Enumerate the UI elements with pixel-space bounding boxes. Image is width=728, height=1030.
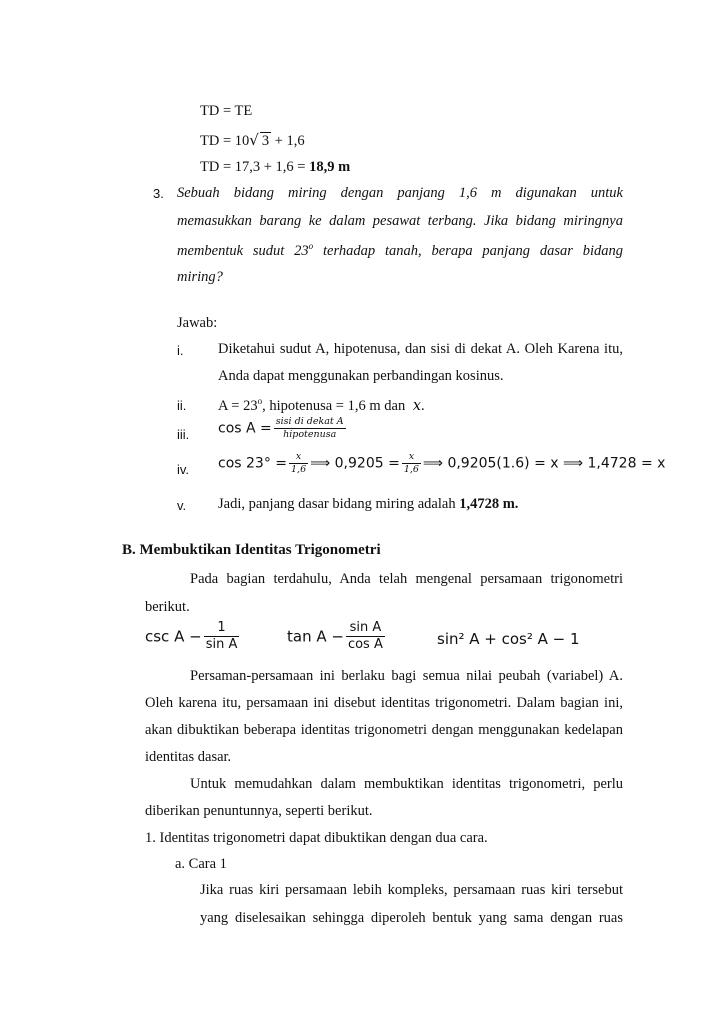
step-ii-line	[218, 396, 425, 415]
section-b-p2-line-3: akan dibuktikan beberapa identitas trigonometri dengan menggunakan kedelapan	[145, 722, 623, 738]
list-item-a: a. Cara 1	[175, 856, 227, 872]
step-iv-number: iv.	[177, 462, 190, 477]
section-b-p2-line-2: Oleh karena itu, persamaan ini disebut identitas trigonometri. Dalam bagian ini,	[145, 695, 623, 711]
sqrt-radicand: 3	[261, 133, 270, 149]
step-ii-end: .	[421, 397, 425, 414]
question-3-line-1: Sebuah bidang miring dengan panjang 1,6 m digunakan untuk	[177, 185, 623, 201]
step-ii-var: x	[412, 397, 422, 414]
td-sqrt-suffix: + 1,6	[271, 133, 305, 149]
section-b-heading: B. Membuktikan Identitas Trigonometri	[122, 542, 381, 558]
step-ii-degree: o	[257, 396, 263, 406]
sqrt-sign: √	[249, 131, 259, 149]
step-iv-fraction-1	[289, 451, 308, 476]
identity-csc-fraction	[204, 620, 240, 653]
step-iv-x1: x	[289, 451, 308, 464]
answer-label: Jawab:	[177, 315, 218, 331]
step-v-result: 1,4728 m.	[459, 496, 519, 512]
section-b-p3-line-1: Untuk memudahkan dalam membuktikan identitas trigonometri, perlu	[190, 776, 623, 792]
td-result-prefix: TD = 17,3 + 1,6 =	[200, 159, 310, 175]
td-sqrt-prefix: TD = 10	[200, 133, 250, 149]
step-iv-formula	[218, 451, 665, 476]
step-iv-fraction-2	[402, 451, 421, 476]
td-te-line: TD = TE	[200, 103, 253, 119]
cara1-line-2: yang diselesaikan sehingga diperoleh bentuk yang sama dengan ruas	[200, 910, 623, 926]
identity-csc	[145, 620, 241, 653]
td-result-value: 18,9 m	[309, 159, 351, 175]
section-b-p1-line-1: Pada bagian terdahulu, Anda telah mengenal persamaan trigonometri	[190, 571, 623, 587]
section-b-p2-line-1: Persaman-persamaan ini berlaku bagi semua nilai peubah (variabel) A.	[190, 668, 623, 684]
step-ii-number: ii.	[177, 398, 187, 413]
step-ii-b: , hipotenusa = 1,6 m dan	[262, 397, 406, 414]
td-result-line	[200, 159, 350, 176]
cara1-line-1: Jika ruas kiri persamaan lebih kompleks, persamaan ruas kiri tersebut	[200, 882, 623, 898]
identity-pythagorean: sin² A + cos² A − 1	[437, 630, 580, 648]
degree-sup: o	[308, 241, 314, 251]
step-i-line-2: Anda dapat menggunakan perbandingan kosinus.	[218, 368, 504, 384]
identity-tan-numerator: sin A	[346, 620, 385, 637]
question-3-line-3	[177, 241, 623, 260]
step-iv-arrow1: ⟹ 0,9205 =	[310, 455, 400, 472]
section-b-p2-line-4: identitas dasar.	[145, 749, 232, 765]
step-v-number: v.	[177, 498, 187, 513]
identity-tan	[287, 620, 387, 653]
step-i-number: i.	[177, 343, 184, 358]
step-iv-cos: cos 23° =	[218, 455, 288, 472]
identity-tan-lhs: tan A −	[287, 627, 344, 646]
section-b-p1-line-2: berikut.	[145, 599, 190, 615]
step-iii-lhs: cos A =	[218, 420, 272, 437]
step-iv-d2: 1,6	[403, 464, 419, 475]
step-v-text: Jadi, panjang dasar bidang miring adalah	[218, 496, 460, 512]
identity-tan-fraction	[346, 620, 385, 653]
step-iii-denominator: hipotenusa	[283, 429, 337, 440]
question-3-line-2: memasukkan barang ke dalam pesawat terbang. Jika bidang miringnya	[177, 213, 623, 229]
step-iv-d1: 1,6	[291, 464, 307, 475]
identity-csc-numerator: 1	[204, 620, 240, 637]
step-iii-fraction	[274, 416, 346, 441]
step-iii-numerator: sisi di dekat A	[275, 416, 344, 427]
question-3-number: 3.	[153, 186, 164, 201]
question-3-line-4: miring?	[177, 269, 223, 285]
step-ii-a: A = 23	[218, 397, 258, 414]
step-iv-x2: x	[402, 451, 421, 464]
step-v-line	[218, 496, 518, 513]
step-iii-formula	[218, 416, 348, 441]
section-b-p3-line-2: diberikan penuntunnya, seperti berikut.	[145, 803, 373, 819]
identity-tan-denominator: cos A	[347, 637, 383, 652]
step-iv-rest: ⟹ 0,9205(1.6) = x ⟹ 1,4728 = x	[422, 455, 666, 472]
identity-csc-lhs: csc A −	[145, 627, 202, 646]
identity-csc-denominator: sin A	[205, 637, 238, 652]
td-sqrt-line	[200, 131, 305, 150]
question-3-line-3-a: membentuk sudut 23	[177, 242, 309, 259]
step-iii-number: iii.	[177, 427, 190, 442]
question-3-line-3-b: terhadap tanah, berapa panjang dasar bidang	[313, 242, 623, 259]
step-i-line-1: Diketahui sudut A, hipotenusa, dan sisi di dekat A. Oleh Karena itu,	[218, 341, 623, 357]
list-item-1: 1. Identitas trigonometri dapat dibuktikan dengan dua cara.	[145, 830, 488, 846]
